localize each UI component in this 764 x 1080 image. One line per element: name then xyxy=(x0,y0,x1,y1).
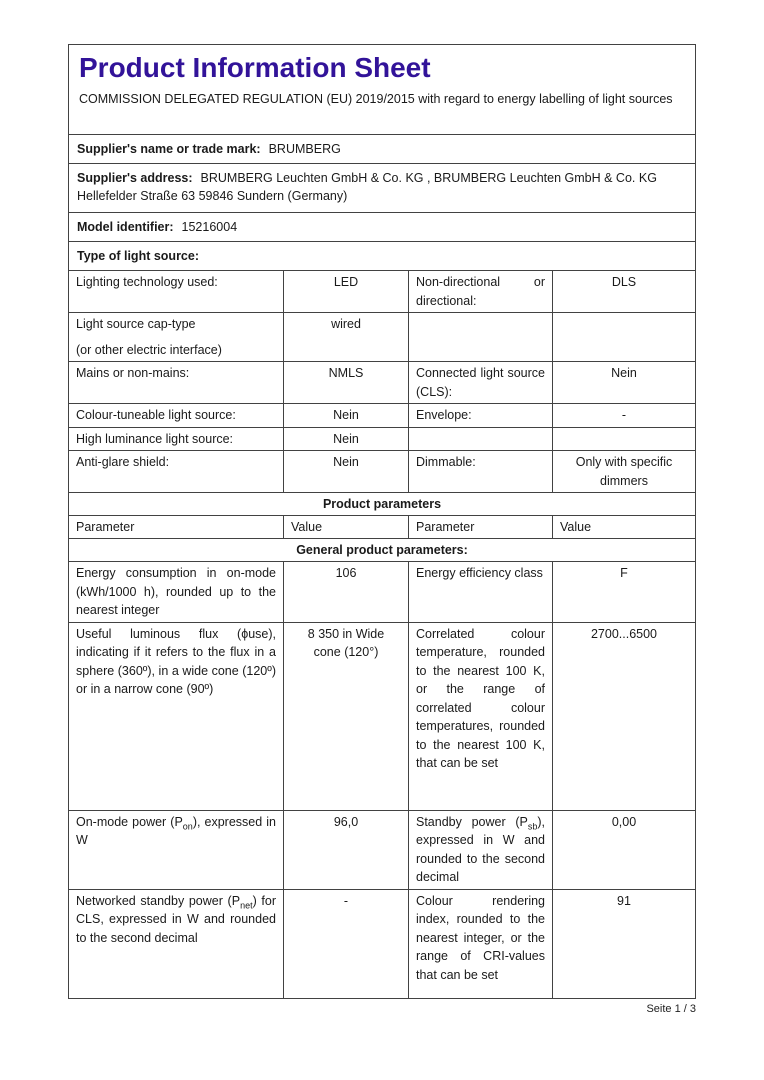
table-row-cap-type xyxy=(69,312,695,361)
header-block xyxy=(69,45,695,134)
column-header-value: Value xyxy=(552,516,695,538)
value-cell: Nein xyxy=(552,362,695,403)
value-cell: Nein xyxy=(283,451,408,492)
value-cell: 91 xyxy=(552,890,695,998)
param-subscript: sb xyxy=(527,821,538,831)
param-cell: Colour rendering index, rounded to the nearest integer, or the range of CRI-values that can be set xyxy=(408,890,552,998)
param-cell: Non-directional or directional: xyxy=(408,271,552,312)
param-cell: High luminance light source: xyxy=(76,431,234,446)
column-header-row xyxy=(69,515,695,538)
supplier-name-value: BRUMBERG xyxy=(268,142,341,156)
param-text: ) for CLS, expressed in W and rounded to the second decimal xyxy=(76,893,276,945)
product-parameters-section-title: Product parameters xyxy=(69,492,695,515)
type-of-light-source-heading xyxy=(69,241,695,270)
value-cell: 8 350 in Wide cone (120°) xyxy=(283,623,408,810)
column-header-value: Value xyxy=(283,516,408,538)
param-cell: Envelope: xyxy=(408,404,552,427)
value-cell: wired xyxy=(283,313,408,361)
value-cell: - xyxy=(552,404,695,427)
param-text: Networked standby power (P xyxy=(76,893,241,908)
value-cell: 0,00 xyxy=(552,811,695,889)
param-cell xyxy=(408,811,552,889)
param-cell: Dimmable: xyxy=(408,451,552,492)
model-identifier-row xyxy=(69,212,695,241)
value-cell: Only with specific dimmers xyxy=(552,451,695,492)
model-identifier-value: 15216004 xyxy=(181,220,238,234)
general-product-parameters-title: General product parameters: xyxy=(69,538,695,561)
type-of-light-source-label: Type of light source: xyxy=(77,249,199,263)
value-cell: 2700...6500 xyxy=(552,623,695,810)
table-row-luminous-flux xyxy=(69,622,695,810)
table-row-on-mode-power xyxy=(69,810,695,889)
supplier-address-label: Supplier's address: xyxy=(77,171,193,185)
page-title: Product Information Sheet xyxy=(79,52,431,83)
param-cell: Colour-tuneable light source: xyxy=(76,408,236,422)
value-cell: NMLS xyxy=(283,362,408,403)
param-cell xyxy=(69,811,283,889)
value-cell: 106 xyxy=(283,562,408,622)
table-row-networked-standby xyxy=(69,889,695,998)
param-cell: Correlated colour temperature, rounded to the nearest 100 K, or the range of correlated colour temperatures, rounded to the nearest 100 K, that can be set xyxy=(408,623,552,810)
param-text: ), expressed in W xyxy=(76,814,276,847)
value-cell xyxy=(552,313,695,361)
param-cell: Energy efficiency class xyxy=(408,562,552,622)
param-cell: Connected light source (CLS): xyxy=(408,362,552,403)
regulation-subtitle: COMMISSION DELEGATED REGULATION (EU) 2019/2015 with regard to energy labelling of light sources xyxy=(79,92,673,106)
model-identifier-label: Model identifier: xyxy=(77,220,174,234)
table-row-mains xyxy=(69,361,695,403)
param-cell: Lighting technology used: xyxy=(76,275,218,289)
param-cell xyxy=(69,313,283,361)
param-cell: Anti-glare shield: xyxy=(76,455,170,469)
param-text: Standby power (P xyxy=(416,814,528,829)
supplier-address-value: BRUMBERG Leuchten GmbH & Co. KG , BRUMBERG Leuchten GmbH & Co. KG Hellefelder Straße 63 59846 Sundern (Germany) xyxy=(77,171,657,203)
value-cell: 96,0 xyxy=(283,811,408,889)
table-row-lighting-technology xyxy=(69,270,695,312)
value-cell: DLS xyxy=(552,271,695,312)
supplier-name-label: Supplier's name or trade mark: xyxy=(77,142,261,156)
table-row-colour-tuneable xyxy=(69,403,695,427)
value-cell: Nein xyxy=(283,404,408,427)
product-information-sheet xyxy=(68,44,696,999)
param-subscript: net xyxy=(240,900,253,910)
value-cell: - xyxy=(283,890,408,998)
param-cell: Mains or non-mains: xyxy=(76,366,190,380)
cap-type-line1: Light source cap-type xyxy=(76,317,196,331)
value-cell: LED xyxy=(283,271,408,312)
cap-type-line2: (or other electric interface) xyxy=(76,342,222,357)
param-subscript: on xyxy=(182,821,193,831)
param-cell xyxy=(408,428,552,451)
param-text: On-mode power (P xyxy=(76,814,183,829)
supplier-address-row xyxy=(69,163,695,212)
value-cell: F xyxy=(552,562,695,622)
column-header-parameter: Parameter xyxy=(76,520,135,534)
param-cell xyxy=(408,313,552,361)
value-cell: Nein xyxy=(283,428,408,451)
supplier-name-row xyxy=(69,134,695,163)
param-cell: Useful luminous flux (ϕuse), indicating if it refers to the flux in a sphere (360º), in a wide cone (120º) or in a narrow cone (90º) xyxy=(76,626,276,696)
table-row-high-luminance xyxy=(69,427,695,451)
table-row-anti-glare xyxy=(69,450,695,492)
value-cell xyxy=(552,428,695,451)
column-header-parameter: Parameter xyxy=(408,516,552,538)
param-cell: Energy consumption in on-mode (kWh/1000 h), rounded up to the nearest integer xyxy=(76,566,276,617)
page-number: Seite 1 / 3 xyxy=(646,1003,696,1015)
param-text: ), expressed in W and rounded to the second decimal xyxy=(416,814,545,884)
table-row-energy-consumption xyxy=(69,561,695,622)
param-cell xyxy=(69,890,283,998)
